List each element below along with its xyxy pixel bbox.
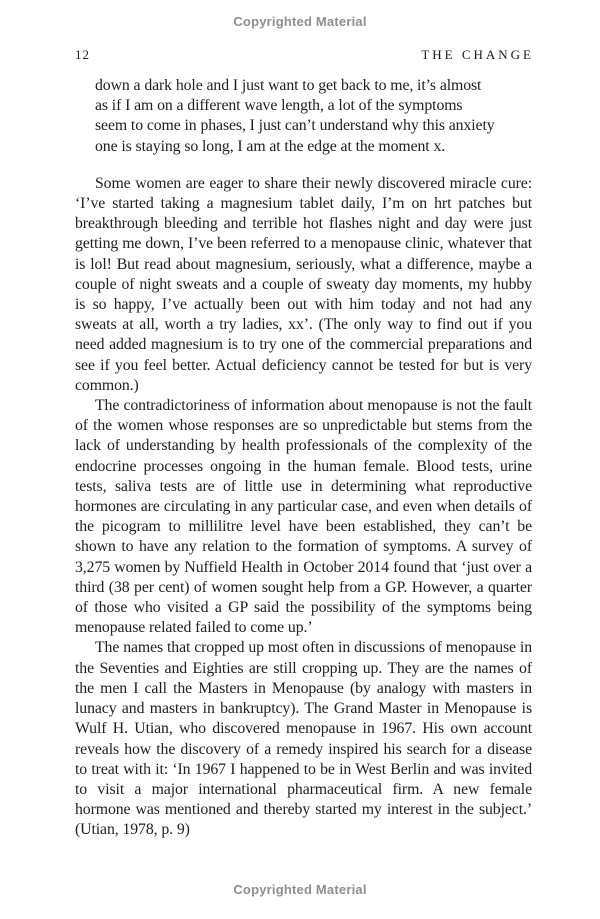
paragraph-3: The names that cropped up most often in discussions of menopause in the Seventies and Eighties are still cropping up. They are the names of the men I call the Masters in Menopause (by analogy with masters in lunacy and masters in bankruptcy). The Grand Master in Menopause is Wulf H. Utian, who discovered menopause in 1967. His own account reveals how the discovery of a remedy inspired his search for a disease to treat with it: ‘In 1967 I happened to be in West Berlin and was invited to visit a major international pharmaceutical firm. A new female hormone was mentioned and thereby started my interest in the subject.’ (Utian, 1978, p. 9): [75, 639, 532, 839]
page-number: 12: [75, 47, 90, 62]
body-text: [75, 76, 532, 841]
page-header: [75, 47, 534, 63]
copyright-notice-bottom: Copyrighted Material: [233, 882, 367, 897]
block-quote: down a dark hole and I just want to get back to me, it’s almost as if I am on a different wave length, a lot of the symptoms seem to come in phases, I just can’t understand why this anxiety one is staying so long, I am at the edge at the moment x.: [95, 77, 495, 155]
paragraph-2: The contradictoriness of information about menopause is not the fault of the women whose responses are so unpredictable but stems from the lack of understanding by health professionals of the complexity of the endocrine processes ongoing in the human female. Blood tests, urine tests, saliva tests are of little use in determining what reproductive hormones are circulating in any particular case, and even when details of the picogram to millilitre level have been established, they can’t be shown to have any relation to the formation of symptoms. A survey of 3,275 women by Nuffield Health in October 2014 found that ‘just over a third (38 per cent) of women sought help from a GP. However, a quarter of those who visited a GP said the possibility of the symptoms being menopause related failed to come up.’: [75, 397, 532, 637]
running-header-title: THE CHANGE: [421, 47, 534, 62]
copyright-notice-top: Copyrighted Material: [233, 14, 367, 29]
paragraph-1: Some women are eager to share their newly discovered miracle cure: ‘I’ve started taking a magnesium tablet daily, I’m on hrt patches but breakthrough bleeding and terrible hot flashes night and day were just getting me down, I’ve been referred to a menopause clinic, whatever that is lol! But read about magnesium, seriously, what a difference, maybe a couple of night sweats and a couple of sweaty day moments, my hubby is so happy, I’ve actually been out with him today and not had any sweats at all, worth a try ladies, xx’. (The only way to find out if you need added magnesium is to try one of the commercial preparations and see if you feel better. Actual deficiency cannot be tested for but is very common.): [75, 174, 532, 394]
